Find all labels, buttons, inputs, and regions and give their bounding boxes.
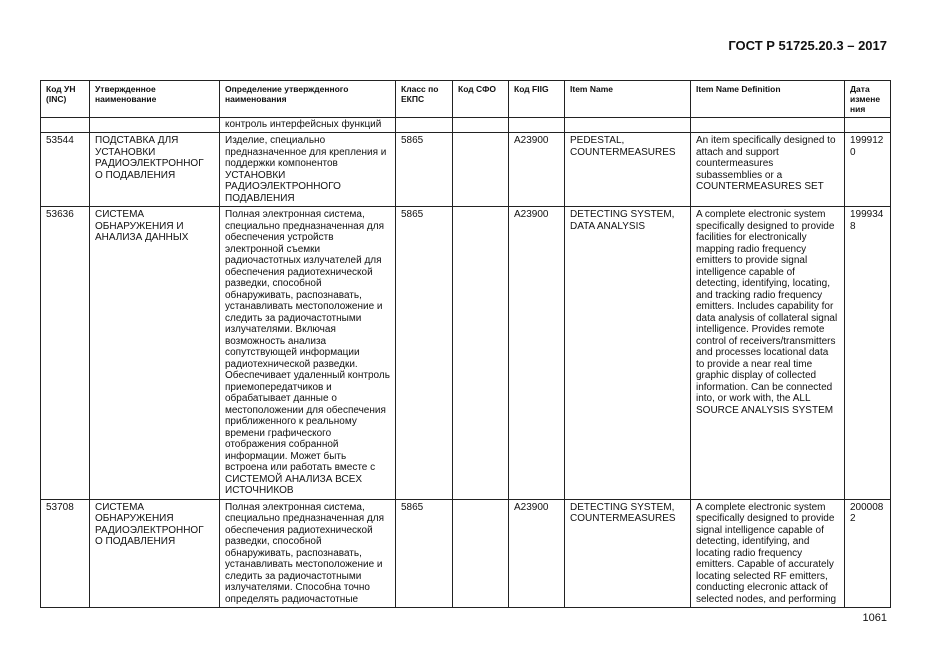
cell-ekps-class: 5865 xyxy=(396,133,453,207)
cell-sfo-code xyxy=(453,133,509,207)
cell-empty xyxy=(509,118,565,133)
cell-approved-name: ПОДСТАВКА ДЛЯ УСТАНОВКИ РАДИОЭЛЕКТРОННОГ О ПОДАВЛЕНИЯ xyxy=(90,133,220,207)
cell-fiig-code: A23900 xyxy=(509,499,565,608)
cell-fiig-code: A23900 xyxy=(509,207,565,500)
cell-change-date: 2000082 xyxy=(845,499,891,608)
table-row xyxy=(41,499,891,608)
cell-item-definition: A complete electronic system specifically designed to provide facilities for electronically mapping radio frequency emitters to provide signal intelligence capable of detecting, identifying, locating, and tracking radio frequency emitters. Includes capability for data analysis of collateral signal intelligence. Provides remote control of receivers/transmitters and processes locational data to provide a near real time graphic display of collected information. Can be connected into, or work with, the ALL SOURCE ANALYSIS SYSTEM xyxy=(691,207,845,500)
cell-empty xyxy=(90,118,220,133)
cell-ekps-class: 5865 xyxy=(396,207,453,500)
catalog-table xyxy=(40,80,891,608)
col-header-ekps-class: Класс по ЕКПС xyxy=(396,81,453,118)
cell-item-definition: A complete electronic system specifically designed to provide signal intelligence capable of detecting, identifying, and locating radio frequency emitters. Capable of accurately locating selected RF emitters, conducting elecronic attack of selected nodes, and performing xyxy=(691,499,845,608)
col-header-approved-name: Утвержденное наименование xyxy=(90,81,220,118)
document-code: ГОСТ Р 51725.20.3 – 2017 xyxy=(728,38,887,53)
cell-approved-name: СИСТЕМА ОБНАРУЖЕНИЯ РАДИОЭЛЕКТРОННОГ О ПОДАВЛЕНИЯ xyxy=(90,499,220,608)
col-header-item-name: Item Name xyxy=(565,81,691,118)
table-row xyxy=(41,207,891,500)
cell-sfo-code xyxy=(453,499,509,608)
table-header-row xyxy=(41,81,891,118)
col-header-fiig-code: Код FIIG xyxy=(509,81,565,118)
cell-definition: Полная электронная система, специально предназначенная для обеспечения радиотехнической разведки, способной обнаруживать, распознавать, устанавливать местоположение и следить за радиочастотными излучателями. Способна точно определять радиочастотные xyxy=(220,499,396,608)
col-header-sfo-code: Код СФО xyxy=(453,81,509,118)
cell-item-name: PEDESTAL, COUNTERMEASURES xyxy=(565,133,691,207)
cell-empty xyxy=(565,118,691,133)
cell-item-name: DETECTING SYSTEM, COUNTERMEASURES xyxy=(565,499,691,608)
cell-inc: 53544 xyxy=(41,133,90,207)
cell-change-date: 1999348 xyxy=(845,207,891,500)
cell-definition: Полная электронная система, специально предназначенная для обеспечения устройств электронной съемки радиочастотных излучателей для обеспечения радиотехнической разведки, способной обнаруживать, распознавать, устанавливать местоположение и следить за радиочастотными излучателями. Включая возможность анализа сопутствующей информации радиотехнической разведки. Обеспечивает удаленный контроль приемопередатчиков и обрабатывает данные о местоположении для обеспечения приближенного к реальному времени графического отображения собранной информации. Может быть встроена или работать вместе с СИСТЕМОЙ АНАЛИЗА ВСЕХ ИСТОЧНИКОВ xyxy=(220,207,396,500)
cell-ekps-class: 5865 xyxy=(396,499,453,608)
cell-item-name: DETECTING SYSTEM, DATA ANALYSIS xyxy=(565,207,691,500)
cell-definition: Изделие, специально предназначенное для крепления и поддержки компонентов УСТАНОВКИ РАДИОЭЛЕКТРОННОГО ПОДАВЛЕНИЯ xyxy=(220,133,396,207)
col-header-inc: Код УН (INC) xyxy=(41,81,90,118)
col-header-change-date: Дата изменения xyxy=(845,81,891,118)
cell-empty xyxy=(396,118,453,133)
table-row-continuation xyxy=(41,118,891,133)
table-row xyxy=(41,133,891,207)
cell-empty xyxy=(41,118,90,133)
col-header-definition: Определение утвержденного наименования xyxy=(220,81,396,118)
cell-inc: 53708 xyxy=(41,499,90,608)
cell-empty xyxy=(453,118,509,133)
cell-fiig-code: A23900 xyxy=(509,133,565,207)
col-header-item-definition: Item Name Definition xyxy=(691,81,845,118)
cell-inc: 53636 xyxy=(41,207,90,500)
cell-approved-name: СИСТЕМА ОБНАРУЖЕНИЯ И АНАЛИЗА ДАННЫХ xyxy=(90,207,220,500)
cell-empty xyxy=(691,118,845,133)
cell-continuation-text: контроль интерфейсных функций xyxy=(220,118,396,133)
cell-item-definition: An item specifically designed to attach and support countermeasures subassemblies or a COUNTERMEASURES SET xyxy=(691,133,845,207)
cell-change-date: 1999120 xyxy=(845,133,891,207)
cell-empty xyxy=(845,118,891,133)
cell-sfo-code xyxy=(453,207,509,500)
page-number: 1061 xyxy=(862,612,887,624)
